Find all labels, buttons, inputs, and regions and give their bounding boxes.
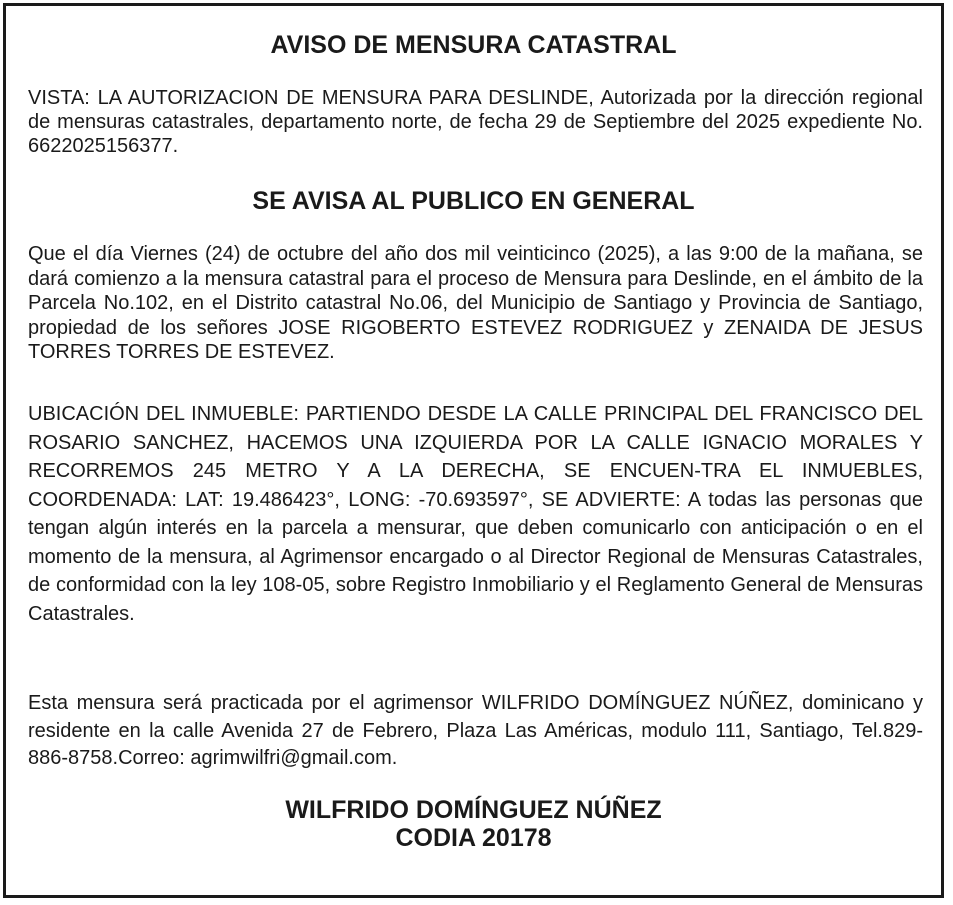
- announcement-paragraph: Que el día Viernes (24) de octubre del año dos mil veinticinco (2025), a las 9:00 de la mañana, se dará comienzo a la mensura catastral para el proceso de Mensura para Deslinde, en el ámbito de la Parcela No.102, en el Distrito catastral No.06, del Municipio de Santiago y Provincia de Santiago, propiedad de los señores JOSE RIGOBERTO ESTEVEZ RODRIGUEZ y ZENAIDA DE JESUS TORRES TORRES DE ESTEVEZ.: [28, 243, 923, 363]
- notice-frame: [3, 3, 944, 898]
- public-heading: SE AVISA AL PUBLICO EN GENERAL: [252, 187, 695, 215]
- location-paragraph: UBICACIÓN DEL INMUEBLE: PARTIENDO DESDE LA CALLE PRINCIPAL DEL FRANCISCO DEL ROSARIO SANCHEZ, HACEMOS UNA IZQUIERDA POR LA CALLE IGNACIO MORALES Y RECORREMOS 245 METRO Y A LA DERECHA, SE ENCUEN-TRA EL INMUEBLES, COORDENADA: LAT: 19.486423°, LONG: -70.693597°, SE ADVIERTE: A todas las personas que tengan algún interés en la parcela a mensurar, que deben comunicarlo con anticipación o en el momento de la mensura, al Agrimensor encargado o al Director Regional de Mensuras Catastrales, de conformidad con la ley 108-05, sobre Registro Inmobiliario y el Reglamento General de Mensuras Catastrales.: [28, 403, 923, 625]
- signature-block: [6, 796, 941, 852]
- signature-codia: CODIA 20178: [395, 824, 552, 852]
- notice-title: AVISO DE MENSURA CATASTRAL: [270, 31, 677, 59]
- signature-name: WILFRIDO DOMÍNGUEZ NÚÑEZ: [285, 796, 662, 824]
- vista-paragraph: VISTA: LA AUTORIZACION DE MENSURA PARA DESLINDE, Autorizada por la dirección regional de mensuras catastrales, departamento norte, de fecha 29 de Septiembre del 2025 expediente No. 6622025156377.: [28, 87, 923, 157]
- surveyor-paragraph: Esta mensura será practicada por el agrimensor WILFRIDO DOMÍNGUEZ NÚÑEZ, dominicano y residente en la calle Avenida 27 de Febrero, Plaza Las Américas, modulo 111, Santiago, Tel.829-886-8758.Correo: agrimwilfri@gmail.com.: [28, 692, 923, 769]
